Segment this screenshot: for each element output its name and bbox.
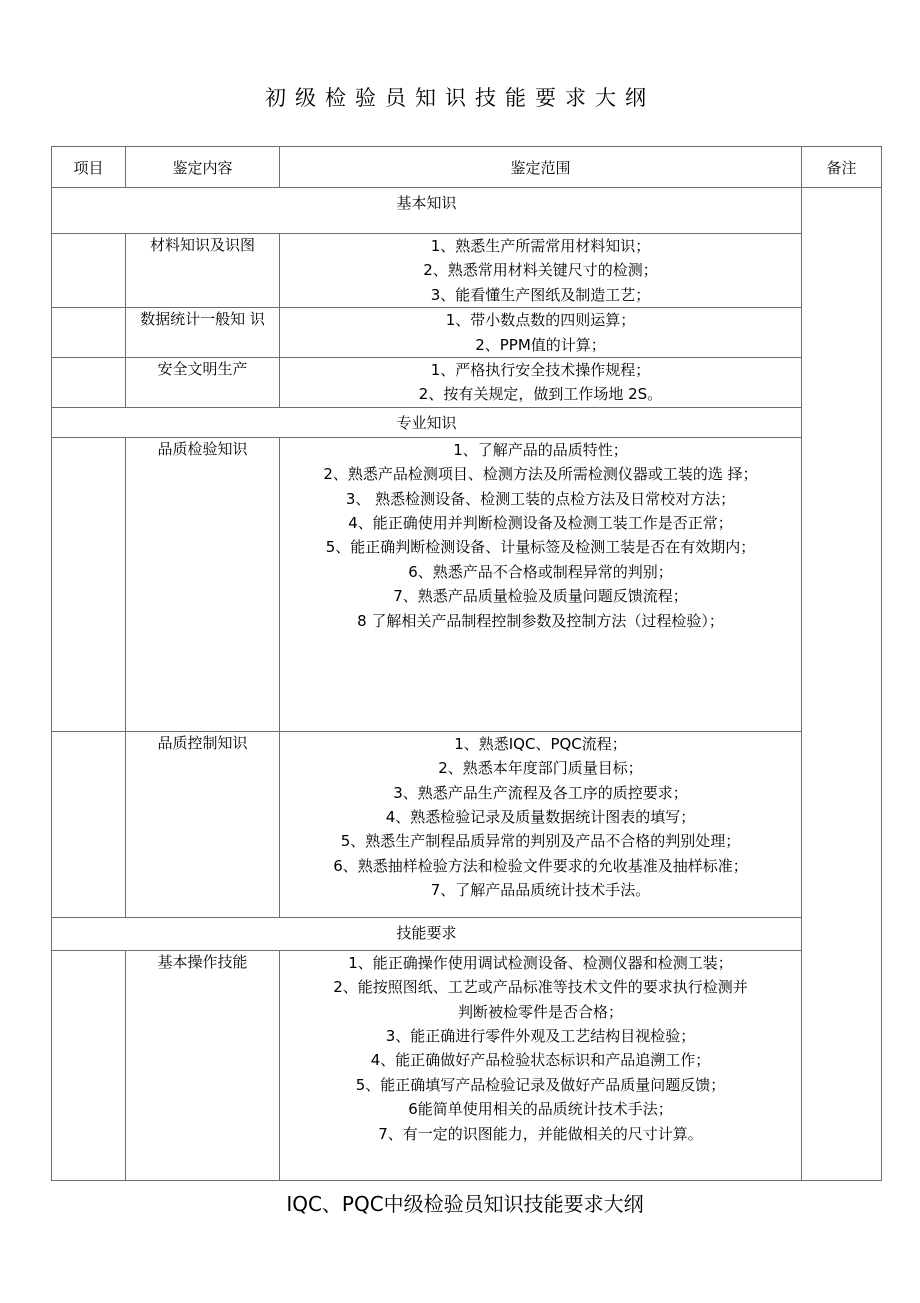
scope-line: 7、了解产品品质统计技术手法。 [430, 881, 651, 900]
table-row [52, 731, 882, 917]
scope-line: 6能简单使用相关的品质统计技术手法； [408, 1100, 673, 1119]
table-header-row [52, 147, 882, 188]
scope-line: 8 了解相关产品制程控制参数及控制方法（过程检验）； [357, 611, 724, 630]
section-title-skills: 技能要求 [52, 917, 802, 950]
project-cell [52, 358, 126, 408]
scope-line: 7、熟悉产品质量检验及质量问题反馈流程； [393, 587, 688, 606]
scope-line: 2、熟悉产品检测项目、检测方法及所需检测仪器或工装的选 择； [323, 465, 758, 484]
table-row [52, 950, 882, 1180]
project-cell [52, 437, 126, 731]
scope-line: 1、能正确操作使用调试检测设备、检测仪器和检测工装； [348, 953, 733, 972]
scope-line: 1、了解产品的品质特性； [453, 440, 628, 459]
content-name: 品质检验知识 [126, 437, 280, 731]
scope-line: 5、熟悉生产制程品质异常的判别及产品不合格的判别处理； [340, 832, 741, 851]
scope-items [280, 358, 802, 408]
section-row [52, 188, 882, 234]
scope-line: 6、熟悉抽样检验方法和检验文件要求的允收基准及抽样标准； [333, 856, 748, 875]
scope-items [280, 234, 802, 308]
section-row [52, 407, 882, 437]
table-row [52, 234, 882, 308]
skills-outline-table [51, 146, 882, 1181]
content-name: 安全文明生产 [126, 358, 280, 408]
scope-line: 2、按有关规定，做到工作场地 2S。 [418, 385, 663, 404]
table-row [52, 437, 882, 731]
scope-items [280, 437, 802, 731]
scope-line: 判断被检零件是否合格； [457, 1002, 623, 1021]
scope-line: 2、能按照图纸、工艺或产品标准等技术文件的要求执行检测并 [333, 978, 748, 997]
scope-line: 2、熟悉本年度部门质量目标； [438, 759, 643, 778]
header-project: 项目 [52, 147, 126, 188]
scope-line: 2、熟悉常用材料关键尺寸的检测； [423, 261, 658, 280]
scope-items [280, 308, 802, 358]
project-cell [52, 234, 126, 308]
table-row [52, 358, 882, 408]
next-section-title: IQC、PQC中级检验员知识技能要求大纲 [286, 1192, 644, 1216]
remarks-cell [802, 188, 882, 1181]
table-row [52, 308, 882, 358]
scope-items [280, 731, 802, 917]
section-title-professional: 专业知识 [52, 407, 802, 437]
header-scope: 鉴定范围 [280, 147, 802, 188]
section-title-basic: 基本知识 [52, 188, 802, 234]
project-cell [52, 308, 126, 358]
scope-line: 5、能正确判断检测设备、计量标签及检测工装是否在有效期内； [325, 538, 756, 557]
scope-line: 6、熟悉产品不合格或制程异常的判别； [408, 562, 673, 581]
content-name: 数据统计一般知 识 [126, 308, 280, 358]
scope-line: 4、能正确使用并判断检测设备及检测工装工作是否正常； [348, 514, 733, 533]
scope-line: 1、熟悉IQC、PQC流程； [454, 734, 627, 753]
scope-line: 3、能正确进行零件外观及工艺结构目视检验； [385, 1027, 696, 1046]
project-cell [52, 950, 126, 1180]
section-row [52, 917, 882, 950]
header-content: 鉴定内容 [126, 147, 280, 188]
scope-line: 4、熟悉检验记录及质量数据统计图表的填写； [385, 808, 696, 827]
scope-line: 3、 熟悉检测设备、检测工装的点检方法及日常校对方法； [345, 489, 736, 508]
scope-line: 3、熟悉产品生产流程及各工序的质控要求； [393, 783, 688, 802]
scope-line: 4、能正确做好产品检验状态标识和产品追溯工作； [370, 1051, 711, 1070]
scope-line: 1、熟悉生产所需常用材料知识； [430, 237, 651, 255]
content-name: 材料知识及识图 [126, 234, 280, 308]
project-cell [52, 731, 126, 917]
scope-items [280, 950, 802, 1180]
scope-line: 1、带小数点数的四则运算； [445, 311, 636, 330]
header-remarks: 备注 [802, 147, 882, 188]
scope-line: 1、严格执行安全技术操作规程； [430, 361, 651, 380]
content-name: 基本操作技能 [126, 950, 280, 1180]
content-name: 品质控制知识 [126, 731, 280, 917]
scope-line: 2、PPM值的计算； [475, 335, 606, 354]
scope-line: 3、能看懂生产图纸及制造工艺； [430, 285, 651, 304]
page-title: 初级检验员知识技能要求大纲 [265, 86, 655, 110]
scope-line: 5、能正确填写产品检验记录及做好产品质量问题反馈； [355, 1075, 726, 1094]
scope-line: 7、有一定的识图能力，并能做相关的尺寸计算。 [378, 1124, 703, 1143]
